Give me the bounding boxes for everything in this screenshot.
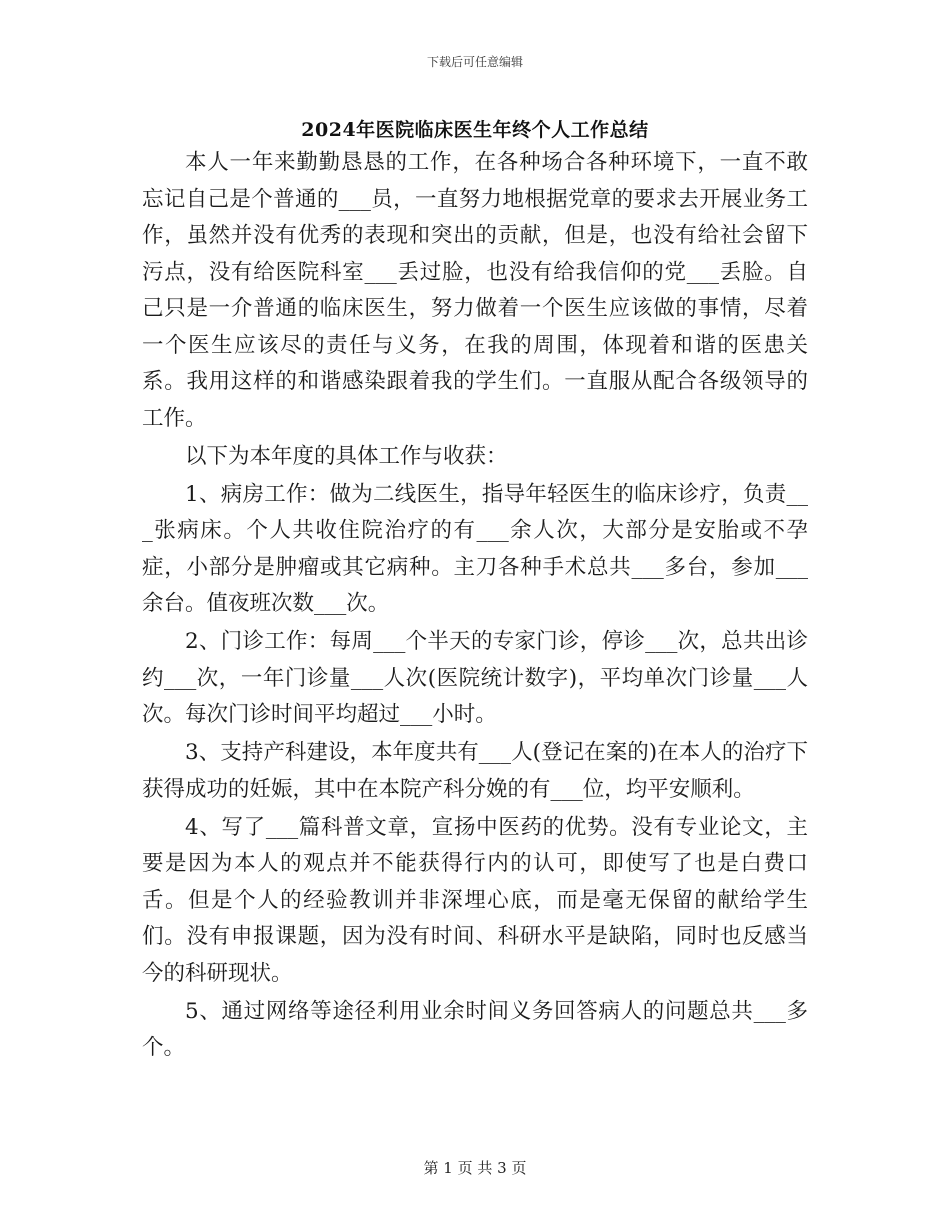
paragraph-clinic-work: 2、门诊工作：每周___个半天的专家门诊，停诊___次，总共出诊约___次，一年门诊量___人次(医院统计数字)，平均单次门诊量___人次。每次门诊时间平均超过___小时。 (142, 629, 808, 727)
header-note: 下载后可任意编辑 (426, 55, 523, 69)
paragraph-summary-lead: 以下为本年度的具体工作与收获： (185, 443, 508, 469)
paragraph-intro: 本人一年来勤勤恳恳的工作，在各种场合各种环境下，一直不敢忘记自己是个普通的___员，一直努力地根据党章的要求去开展业务工作，虽然并没有优秀的表现和突出的贡献，但是，也没有给社会留下污点，没有给医院科室___丢过脸，也没有给我信仰的党___丢脸。自己只是一介普通的临床医生，努力做着一个医生应该做的事情，尽着一个医生应该尽的责任与义务，在我的周围，体现着和谐的医患关系。我用这样的和谐感染跟着我的学生们。一直服从配合各级领导的工作。 (142, 150, 808, 431)
paragraph-obstetrics: 3、支持产科建设，本年度共有___人(登记在案的)在本人的治疗下获得成功的妊娠，其中在本院产科分娩的有___位，均平安顺利。 (142, 740, 808, 802)
page-number: 第 1 页 共 3 页 (423, 1159, 527, 1177)
paragraph-ward-work: 1、病房工作：做为二线医生，指导年轻医生的临床诊疗，负责___张病床。个人共收住院治疗的有___余人次，大部分是安胎或不孕症，小部分是肿瘤或其它病种。主刀各种手术总共___多台，参加___余台。值夜班次数___次。 (142, 481, 808, 616)
paragraph-online-answers: 5、通过网络等途径利用业余时间义务回答病人的问题总共___多个。 (142, 998, 808, 1060)
document-body (142, 145, 808, 1068)
document-title: 2024年医院临床医生年终个人工作总结 (301, 119, 649, 141)
paragraph-articles: 4、写了___篇科普文章，宣扬中医药的优势。没有专业论文，主要是因为本人的观点并不能获得行内的认可，即使写了也是白费口舌。但是个人的经验教训并非深埋心底，而是毫无保留的献给学生们。没有申报课题，因为没有时间、科研水平是缺陷，同时也反感当今的科研现状。 (142, 814, 808, 986)
